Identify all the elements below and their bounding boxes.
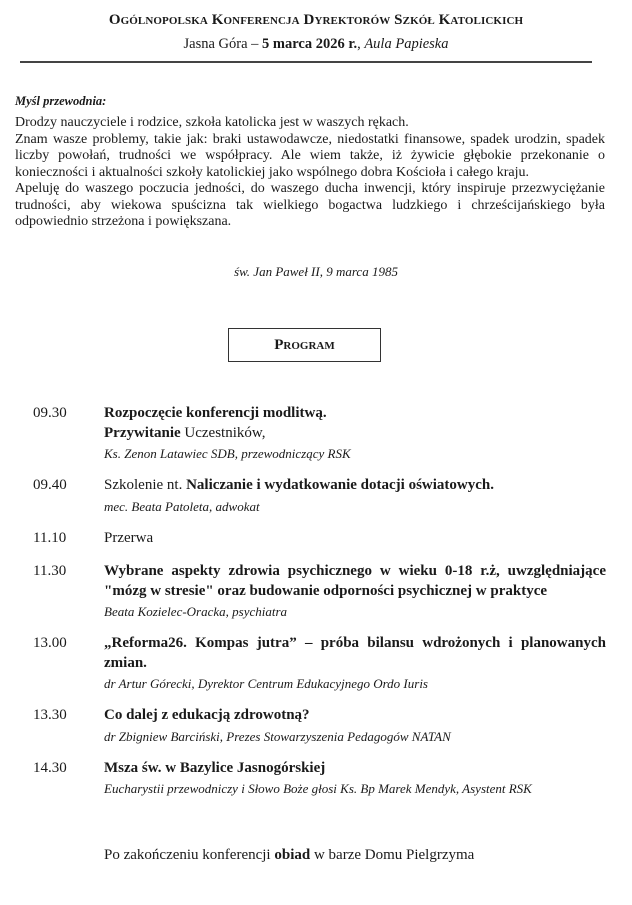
program-title: Co dalej z edukacją zdrowotną? xyxy=(104,707,310,723)
program-time: 11.30 xyxy=(33,563,67,579)
motto-body xyxy=(15,115,605,231)
program-time: 09.30 xyxy=(33,405,67,421)
program-item xyxy=(33,476,606,517)
program-title: Msza św. w Bazylice Jasnogórskiej xyxy=(104,759,326,776)
program-title: „Reforma26. Kompas jutra” – próba bilansu wdrożonych i planowanych zmian. xyxy=(104,635,606,671)
program-list xyxy=(33,404,606,811)
header-divider xyxy=(20,61,592,63)
motto-signature: św. Jan Paweł II, 9 marca 1985 xyxy=(234,264,398,279)
program-speaker: Ks. Zenon Latawiec SDB, przewodniczący RSK xyxy=(104,446,351,461)
program-item xyxy=(33,529,606,549)
program-speaker: Eucharystii przewodniczy i Słowo Boże głosi Ks. Bp Marek Mendyk, Asystent RSK xyxy=(104,781,532,796)
program-heading: Program xyxy=(228,328,381,362)
program-time: 13.30 xyxy=(33,707,67,723)
motto-paragraph: Znam wasze problemy, takie jak: braki ustawodawcze, niedostatki finansowe, spadek urodzin, spadek liczby powołań, trudności we współpracy. Ale wiem także, iż żywicie głębokie przekonanie o konieczności i aktualności szkoły katolickiej jako wspólnego dobra Kościoła i całego kraju. xyxy=(15,131,605,180)
program-item xyxy=(33,634,606,694)
program-item xyxy=(33,562,606,622)
motto-paragraph: Apeluję do waszego poczucia jedności, do waszego ducha inwencji, który inspiruje przezwyciężanie trudności, aby wiekowa spuścizna tak wielkiego bogactwa ludzkiego i chrześcijańskiego była odpowiednio strzeżona i powiększana. xyxy=(15,181,605,229)
program-footer-note: Po zakończeniu konferencji obiad w barze Domu Pielgrzyma xyxy=(104,847,475,863)
program-title: Rozpoczęcie konferencji modlitwą. xyxy=(104,405,327,421)
separator-comma: , xyxy=(357,36,365,52)
program-time: 14.30 xyxy=(33,759,67,776)
program-item xyxy=(33,706,606,747)
program-item xyxy=(33,759,606,800)
program-time: 13.00 xyxy=(33,635,67,651)
program-speaker: dr Artur Górecki, Dyrektor Centrum Edukacyjnego Ordo Iuris xyxy=(104,676,428,691)
program-subtitle: Przywitanie Uczestników, xyxy=(104,424,266,441)
header-title: Ogólnopolska Konferencja Dyrektorów Szkół Katolickich xyxy=(108,12,524,28)
program-item xyxy=(33,404,606,464)
program-time: 11.10 xyxy=(33,529,67,546)
program-speaker: dr Zbigniew Barciński, Prezes Stowarzyszenia Pedagogów NATAN xyxy=(104,728,451,744)
event-date: 5 marca 2026 r. xyxy=(262,36,358,52)
motto-paragraph: Drodzy nauczyciele i rodzice, szkoła katolicka jest w waszych rękach. xyxy=(15,115,409,130)
program-title: Wybrane aspekty zdrowia psychicznego w wieku 0-18 r.ż, uwzględniające "mózg w stresie" oraz budowanie odporności psychicznej w praktyce xyxy=(104,563,606,599)
program-speaker: Beata Kozielec-Oracka, psychiatra xyxy=(104,604,288,619)
motto-label: Myśl przewodnia: xyxy=(15,94,107,108)
program-title: Przerwa xyxy=(104,529,154,546)
program-time: 09.40 xyxy=(33,477,67,493)
event-venue: Aula Papieska xyxy=(364,36,449,52)
event-location: Jasna Góra xyxy=(183,36,248,52)
header-subtitle xyxy=(0,36,632,53)
separator-dash: – xyxy=(247,36,263,52)
program-title: Szkolenie nt. Naliczanie i wydatkowanie dotacji oświatowych. xyxy=(104,477,494,493)
program-speaker: mec. Beata Patoleta, adwokat xyxy=(104,498,260,514)
